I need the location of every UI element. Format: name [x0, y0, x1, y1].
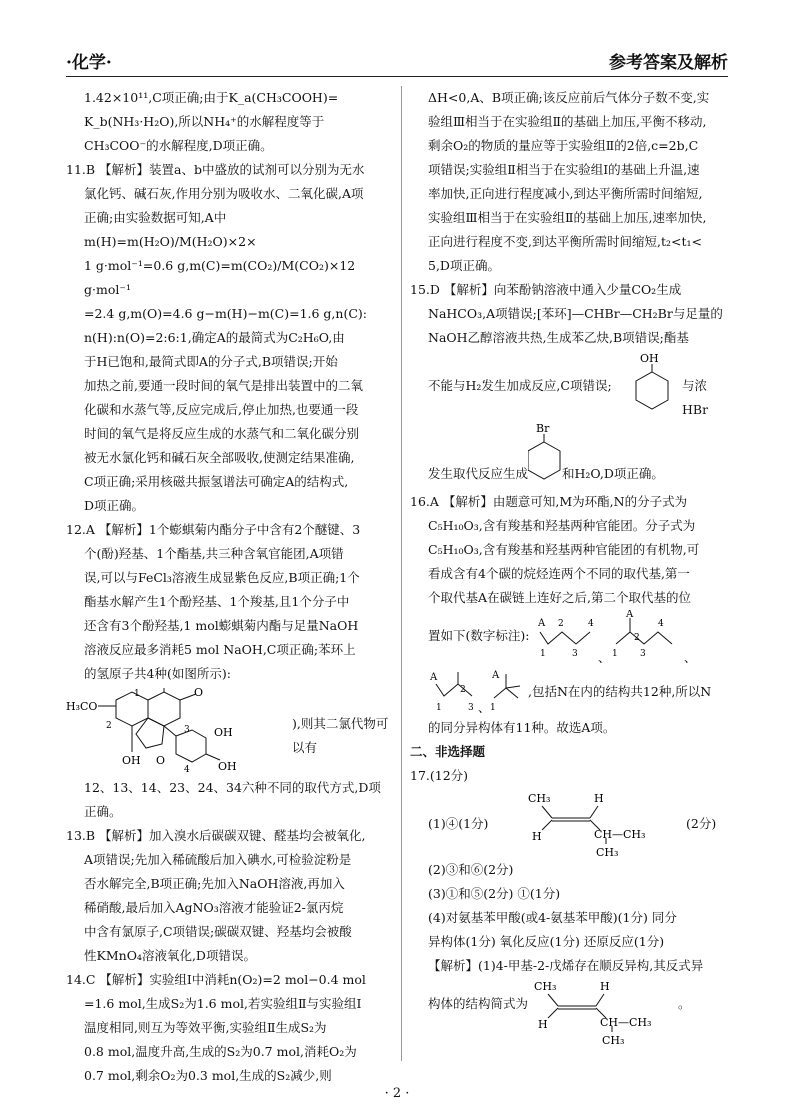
left_paras2-line: =1.6 mol,生成S₂为1.6 mol,若实验组Ⅱ与实验组Ⅰ — [84, 996, 362, 1011]
svg-text:CH₃: CH₃ — [528, 792, 551, 805]
q15-d-text: 和H₂O,D项正确。 — [562, 466, 664, 481]
branched-chain-diagrams — [428, 666, 540, 716]
left_paras2-line: 性KMnO₄溶液氧化,D项错误。 — [84, 948, 256, 963]
svg-text:CH—CH₃: CH—CH₃ — [600, 1016, 652, 1029]
left_paras-line: 正确;由实验数据可知,A中m(H)=m(H₂O)/M(H₂O)×2× — [84, 210, 257, 249]
q17-explain-1: 【解析】(1)4-甲基-2-戊烯存在顺反异构,其反式异 — [428, 958, 704, 973]
left_paras-line: 于H已饱和,最简式即A的分子式,B项错误;开始 — [84, 354, 338, 369]
q17-explain-end: 。 — [678, 996, 691, 1011]
q17-1b: (2分) — [686, 816, 717, 831]
svg-text:CH—CH₃: CH—CH₃ — [594, 828, 646, 841]
right_paras-line: 5,D项正确。 — [428, 258, 500, 273]
svg-text:2: 2 — [634, 633, 640, 643]
right_paras-line: ΔH<0,A、B项正确;该反应前后气体分子数不变,实 — [428, 90, 710, 105]
svg-text:3: 3 — [640, 649, 646, 659]
svg-text:OH: OH — [218, 760, 237, 773]
q15-sub-text: 发生取代反应生成 — [428, 466, 529, 481]
svg-text:O: O — [194, 688, 204, 699]
left_paras-line: n(H):n(O)=2:6:1,确定A的最简式为C₂H₆O,由 — [84, 330, 345, 345]
svg-text:H₃CO: H₃CO — [66, 700, 98, 713]
left_paras-line: 11.B 【解析】装置a、b中盛放的试剂可以分别为无水 — [66, 162, 365, 177]
left_paras-line: C项正确;采用核磁共振氢谱法可确定A的结构式, — [84, 474, 349, 489]
header-title: 参考答案及解析 — [609, 53, 728, 73]
left_paras2-line: 中含有氯原子,C项错误;碳碳双键、羟基均会被酸 — [84, 924, 352, 939]
right_paras-line: 项错误;实验组Ⅱ相当于在实验组Ⅰ的基础上升温,速 — [428, 162, 700, 177]
svg-text:、: 、 — [684, 651, 697, 665]
right_paras-line: NaHCO₃,A项错误;[苯环]—CHBr—CH₂Br与足量的 — [428, 306, 723, 321]
q16-end: 的同分异构体有11种。故选A项。 — [428, 720, 616, 735]
left_paras2-line: 否水解完全,B项正确;先加入NaOH溶液,再加入 — [84, 876, 345, 891]
q17-answer-line: (4)对氨基苯甲酸(或4-氨基苯甲酸)(1分) 同分 — [428, 910, 677, 925]
q12-structure-row — [66, 688, 394, 776]
left_paras2-line: 14.C 【解析】实验组Ⅰ中消耗n(O₂)=2 mol−0.4 mol — [66, 972, 366, 987]
svg-text:OH: OH — [214, 726, 233, 739]
left_paras-line: K_b(NH₃·H₂O),所以NH₄⁺的水解程度等于 — [84, 114, 325, 129]
svg-text:1: 1 — [540, 649, 546, 659]
left_paras2-line: 12、13、14、23、24、34六种不同的取代方式,D项 — [84, 780, 381, 795]
left_paras-line: 1 g·mol⁻¹=0.6 g,m(C)=m(CO₂)/M(CO₂)×12 g·mol⁻¹ — [84, 258, 356, 297]
svg-text:3: 3 — [184, 725, 190, 735]
right_paras-line: 剩余O₂的物质的量应等于实验组Ⅱ的2倍,c=2b,C — [428, 138, 699, 153]
left_paras2-line: 0.8 mol,温度升高,生成的S₂为0.7 mol,消耗O₂为 — [84, 1044, 357, 1059]
left_paras-line: 化碳和水蒸气等,反应完成后,停止加热,也要通一段 — [84, 402, 359, 417]
page-number: · 2 · — [384, 1086, 410, 1101]
left_paras2-line: 13.B 【解析】加入溴水后碳碳双键、醛基均会被氧化, — [66, 828, 366, 843]
q17-answer-line: 异构体(1分) 氧化反应(1分) 还原反应(1分) — [428, 934, 665, 949]
subject-label: ·化学· — [66, 53, 112, 73]
svg-text:Br: Br — [536, 422, 550, 435]
svg-text:OH: OH — [640, 352, 659, 365]
svg-text:、: 、 — [478, 701, 491, 715]
left_paras-line: 加热之前,要通一段时间的氧气是排出装置中的二氧 — [84, 378, 363, 393]
q17-answer-line: (3)①和⑤(2分) ①(1分) — [428, 886, 561, 901]
column-divider — [401, 86, 402, 1061]
right_paras2-line: 16.A 【解析】由题意可知,M为环酯,N的分子式为 — [410, 494, 688, 509]
svg-text:A: A — [626, 610, 634, 620]
q17-heading: 17.(12分) — [410, 768, 469, 783]
svg-text:CH₃: CH₃ — [602, 1034, 625, 1047]
q17-answer-line: (2)③和⑥(2分) — [428, 862, 514, 877]
left_paras-line: 1.42×10¹¹,C项正确;由于K_a(CH₃COOH)= — [84, 90, 339, 105]
svg-text:1: 1 — [436, 703, 442, 713]
left_paras-line: 酯基水解产生1个酚羟基、1个羧基,且1个分子中 — [84, 594, 350, 609]
q17-explain-2: 构体的结构简式为 — [428, 996, 529, 1011]
page-header — [66, 40, 728, 77]
left_paras2-line: 稀硝酸,最后加入AgNO₃溶液才能验证2-氯丙烷 — [84, 900, 344, 915]
q17-1a: (1)④(1分) — [428, 816, 489, 831]
left_paras-line: 溶液反应最多消耗5 mol NaOH,C项正确;苯环上 — [84, 642, 356, 657]
right-column — [410, 86, 732, 1048]
right_paras2-line: 个取代基A在碳链上连好之后,第二个取代基的位 — [428, 590, 692, 605]
q17-part1 — [410, 788, 732, 858]
right_paras-line: NaOH乙醇溶液共热,生成苯乙炔,B项错误;酯基 — [428, 330, 689, 345]
right_paras-line: 验组Ⅲ相当于在实验组Ⅱ的基础上加压,平衡不移动, — [428, 114, 707, 129]
svg-text:A: A — [492, 670, 500, 681]
wedelolactone-structure — [66, 688, 306, 776]
trans-alkene-structure-2 — [534, 978, 664, 1048]
q15-br-row — [410, 420, 732, 490]
left_paras-line: 时间的氧气是将反应生成的水蒸气和二氧化碳分别 — [84, 426, 360, 441]
svg-text:A: A — [538, 618, 546, 629]
svg-text:H: H — [600, 980, 610, 993]
svg-text:A: A — [430, 672, 438, 683]
left_paras-line: 误,可以与FeCl₃溶液生成显紫色反应,B项正确;1个 — [84, 570, 360, 585]
svg-text:OH: OH — [122, 754, 141, 767]
left_paras2-line: A项错误;先加入稀硫酸后加入碘水,可检验淀粉是 — [84, 852, 352, 867]
left_paras-line: 的氢原子共4种(如图所示): — [84, 666, 231, 681]
svg-text:CH₃: CH₃ — [534, 980, 557, 993]
left_paras-line: 个(酚)羟基、1个酯基,共三种含氧官能团,A项错 — [84, 546, 344, 561]
left_paras-line: D项正确。 — [84, 498, 145, 513]
q17-explain-struct — [410, 978, 732, 1048]
svg-text:1: 1 — [612, 649, 618, 659]
q12-struct-caption: ),则其二氯代物可以有 — [292, 716, 389, 755]
left_paras-line: 12.A 【解析】1个蟛蜞菊内酯分子中含有2个醚键、3 — [66, 522, 361, 537]
q16-chains-row2 — [410, 666, 732, 716]
q15-oh-row — [410, 350, 732, 420]
svg-text:O: O — [156, 754, 166, 767]
carbon-chain-diagrams — [534, 610, 734, 666]
svg-text:H: H — [594, 792, 604, 805]
q15-hbr-text: 与浓HBr — [682, 378, 709, 417]
svg-text:4: 4 — [184, 765, 190, 775]
left-column — [66, 86, 394, 1088]
svg-text:、: 、 — [598, 651, 611, 665]
svg-text:1: 1 — [134, 689, 140, 699]
right_paras-line: 实验组Ⅲ相当于在实验组Ⅱ的基础上加压,速率加快, — [428, 210, 707, 225]
q16-chains-row — [410, 610, 732, 666]
svg-text:4: 4 — [658, 619, 664, 629]
left_paras2-line: 0.7 mol,剩余O₂为0.3 mol,生成的S₂减少,则 — [84, 1068, 332, 1083]
right_paras2-line: 看成含有4个碳的烷烃连两个不同的取代基,第一 — [428, 566, 690, 581]
q16-pos-text: 置如下(数字标注): — [428, 628, 530, 643]
svg-text:1: 1 — [490, 703, 496, 713]
left_paras-line: 被无水氯化钙和碱石灰全部吸收,使测定结果准确, — [84, 450, 355, 465]
svg-text:2: 2 — [106, 721, 112, 731]
left_paras2-line: 正确。 — [84, 804, 122, 819]
svg-text:2: 2 — [558, 619, 564, 629]
right_paras2-line: C₅H₁₀O₃,含有羧基和羟基两种官能团。分子式为 — [428, 518, 696, 533]
right_paras-line: 15.D 【解析】向苯酚钠溶液中通入少量CO₂生成 — [410, 282, 682, 297]
q16-tail-text: ,包括N在内的结构共12种,所以N — [528, 684, 712, 699]
cyclohexanol-structure — [630, 350, 680, 420]
left_paras-line: 还含有3个酚羟基,1 mol蟛蜞菊内酯与足量NaOH — [84, 618, 359, 633]
left_paras2-line: 温度相同,则互为等效平衡,实验组Ⅱ生成S₂为 — [84, 1020, 327, 1035]
svg-text:2: 2 — [460, 685, 466, 695]
svg-text:3: 3 — [468, 703, 474, 713]
svg-text:CH₃: CH₃ — [596, 846, 619, 858]
left_paras-line: 氯化钙、碱石灰,作用分别为吸收水、二氧化碳,A项 — [84, 186, 364, 201]
right_paras-line: 率加快,正向进行程度减小,到达平衡所需时间缩短, — [428, 186, 703, 201]
svg-text:H: H — [538, 1018, 548, 1031]
right_paras-line: 正向进行程度不变,到达平衡所需时间缩短,t₂<t₁< — [428, 234, 702, 249]
left_paras-line: =2.4 g,m(O)=4.6 g−m(H)−m(C)=1.6 g,n(C): — [84, 306, 367, 321]
section-heading: 二、非选择题 — [410, 744, 486, 759]
left_paras-line: CH₃COO⁻的水解程度,D项正确。 — [84, 138, 273, 153]
trans-alkene-structure — [528, 788, 658, 858]
q15-c-text: 不能与H₂发生加成反应,C项错误; — [428, 378, 612, 393]
svg-text:3: 3 — [572, 649, 578, 659]
right_paras2-line: C₅H₁₀O₃,含有羧基和羟基两种官能团的有机物,可 — [428, 542, 700, 557]
svg-text:H: H — [532, 830, 542, 843]
svg-text:4: 4 — [588, 619, 594, 629]
